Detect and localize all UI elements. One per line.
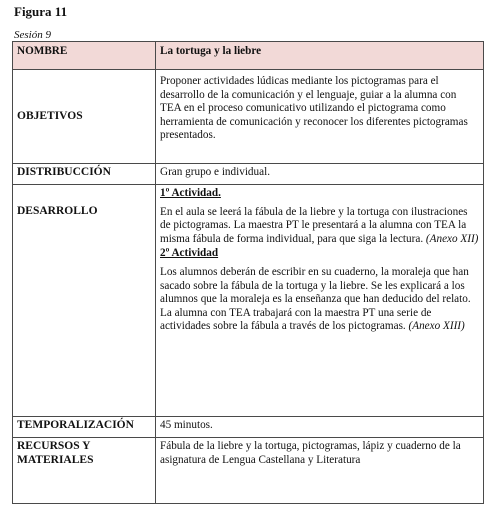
desarrollo-content	[156, 185, 484, 417]
activity-2-annex-ref: (Anexo XIII)	[408, 320, 465, 333]
desarrollo-label	[13, 185, 156, 417]
distribucion-text: Gran grupo e individual.	[156, 164, 484, 185]
activity-1-text	[160, 206, 479, 247]
row-objetivos	[13, 70, 484, 164]
recursos-label	[13, 438, 156, 504]
row-distribucion	[13, 164, 484, 185]
activity-1-title: 1º Actividad.	[160, 187, 221, 199]
session-table	[12, 41, 484, 504]
figure-label: Figura 11	[14, 4, 68, 19]
row-desarrollo	[13, 185, 484, 417]
recursos-label-line1: RECURSOS Y	[17, 440, 91, 452]
objetivos-text: Proponer actividades lúdicas mediante los pictogramas para el desarrollo de la comunicación y el lenguaje, guiar a la alumna con TEA en el proceso comunicativo utilizando el pictograma como herramienta de comunicación y reconocer los diferentes pictogramas presentados.	[156, 70, 484, 164]
temporalizacion-label: TEMPORALIZACIÓN	[13, 417, 156, 438]
recursos-label-line2: MATERIALES	[17, 453, 94, 466]
activity-1-annex-ref: (Anexo XII)	[425, 232, 479, 245]
table-header-row	[13, 42, 484, 70]
activity-2-text	[160, 266, 479, 334]
activity-2-body: Los alumnos deberán de escribir en su cuaderno, la moraleja que han sacado sobre la fábula de la tortuga y la liebre. Se les explicará a los alumnos que la moraleja es la enseñanza que han deducido del relato. La alumna con TEA trabajará con la maestra PT una serie de actividades sobre la fábula a través de los pictogramas.	[160, 265, 471, 333]
objetivos-label: OBJETIVOS	[13, 70, 156, 164]
header-title: La tortuga y la liebre	[156, 42, 484, 70]
row-temporalizacion	[13, 417, 484, 438]
activity-1-body: En el aula se leerá la fábula de la liebre y la tortuga con ilustraciones de pictogramas. La maestra PT le presentará a la alumna con TEA la misma fábula de forma individual, para que siga la lectura.	[160, 205, 468, 245]
row-recursos	[13, 438, 484, 504]
desarrollo-label-text: DESARROLLO	[17, 205, 98, 217]
recursos-text: Fábula de la liebre y la tortuga, pictogramas, lápiz y cuaderno de la asignatura de Lengua Castellana y Literatura	[156, 438, 484, 504]
distribucion-label: DISTRIBUCCIÓN	[13, 164, 156, 185]
activity-2-title: 2º Actividad	[160, 247, 219, 260]
header-nombre-label: NOMBRE	[13, 42, 156, 70]
session-label: Sesión 9	[14, 29, 51, 41]
temporalizacion-text: 45 minutos.	[156, 417, 484, 438]
